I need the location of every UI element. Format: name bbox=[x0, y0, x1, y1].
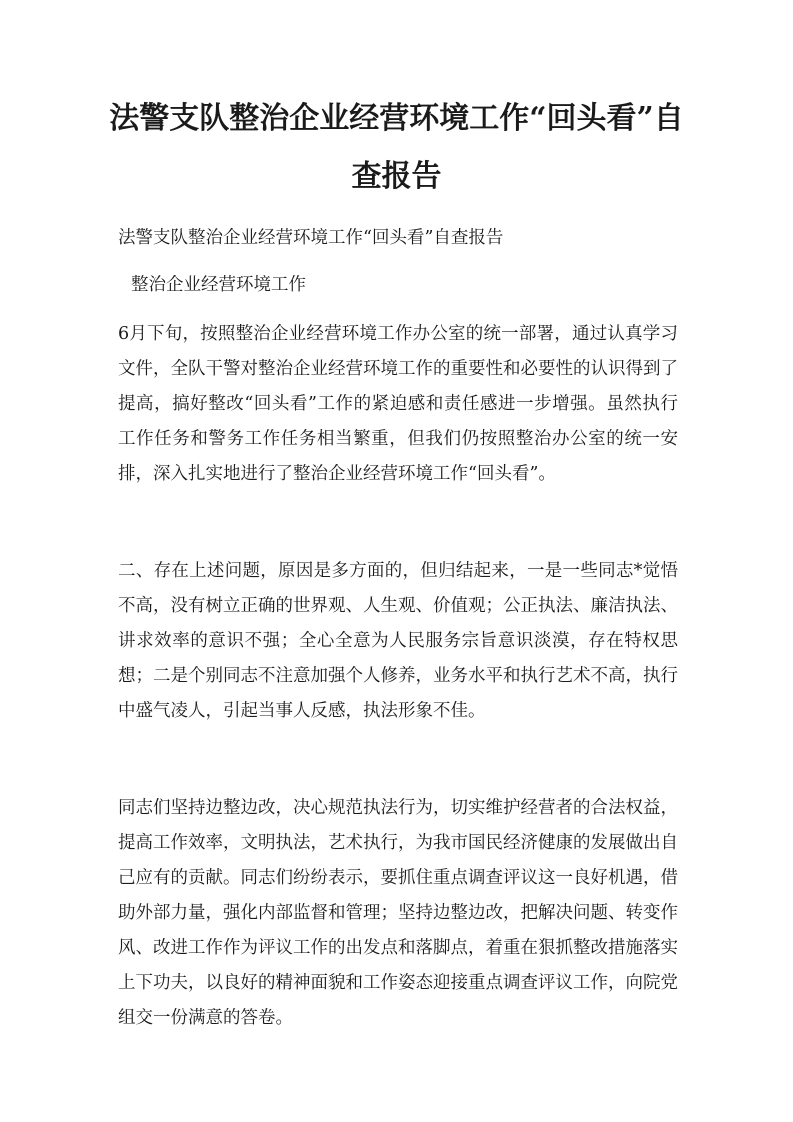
document-subtitle: 法警支队整治企业经营环境工作“回头看”自查报告 bbox=[118, 228, 504, 248]
paragraph-2: 二、存在上述问题，原因是多方面的，但归结起来，一是一些同志*觉悟不高，没有树立正确的世界观、人生观、价值观；公正执法、廉洁执法、讲求效率的意识不强；全心全意为人民服务宗旨意识淡漠，存在特权思想；二是个别同志不注意加强个人修养，业务水平和执行艺术不高，执行中盛气凌人，引起当事人反感，执法形象不佳。 bbox=[118, 561, 678, 721]
document-title: 法警支队整治企业经营环境工作“回头看”自查报告 bbox=[109, 101, 684, 194]
section-label: 整治企业经营环境工作 bbox=[131, 275, 306, 295]
paragraph-1: 6月下旬，按照整治企业经营环境工作办公室的统一部署，通过认真学习文件，全队干警对整治企业经营环境工作的重要性和必要性的认识得到了提高，搞好整改“回头看”工作的紧迫感和责任感进一步增强。虽然执行工作任务和警务工作任务相当繁重，但我们仍按照整治办公室的统一安排，深入扎实地进行了整治企业经营环境工作“回头看”。 bbox=[118, 324, 678, 484]
paragraph-3: 同志们坚持边整边改，决心规范执法行为，切实维护经营者的合法权益，提高工作效率，文明执法，艺术执行，为我市国民经济健康的发展做出自己应有的贡献。同志们纷纷表示，要抓住重点调查评议这一良好机遇，借助外部力量，强化内部监督和管理；坚持边整边改，把解决问题、转变作风、改进工作作为评议工作的出发点和落脚点，着重在狠抓整改措施落实上下功夫，以良好的精神面貌和工作姿态迎接重点调查评议工作，向院党组交一份满意的答卷。 bbox=[118, 798, 678, 1028]
